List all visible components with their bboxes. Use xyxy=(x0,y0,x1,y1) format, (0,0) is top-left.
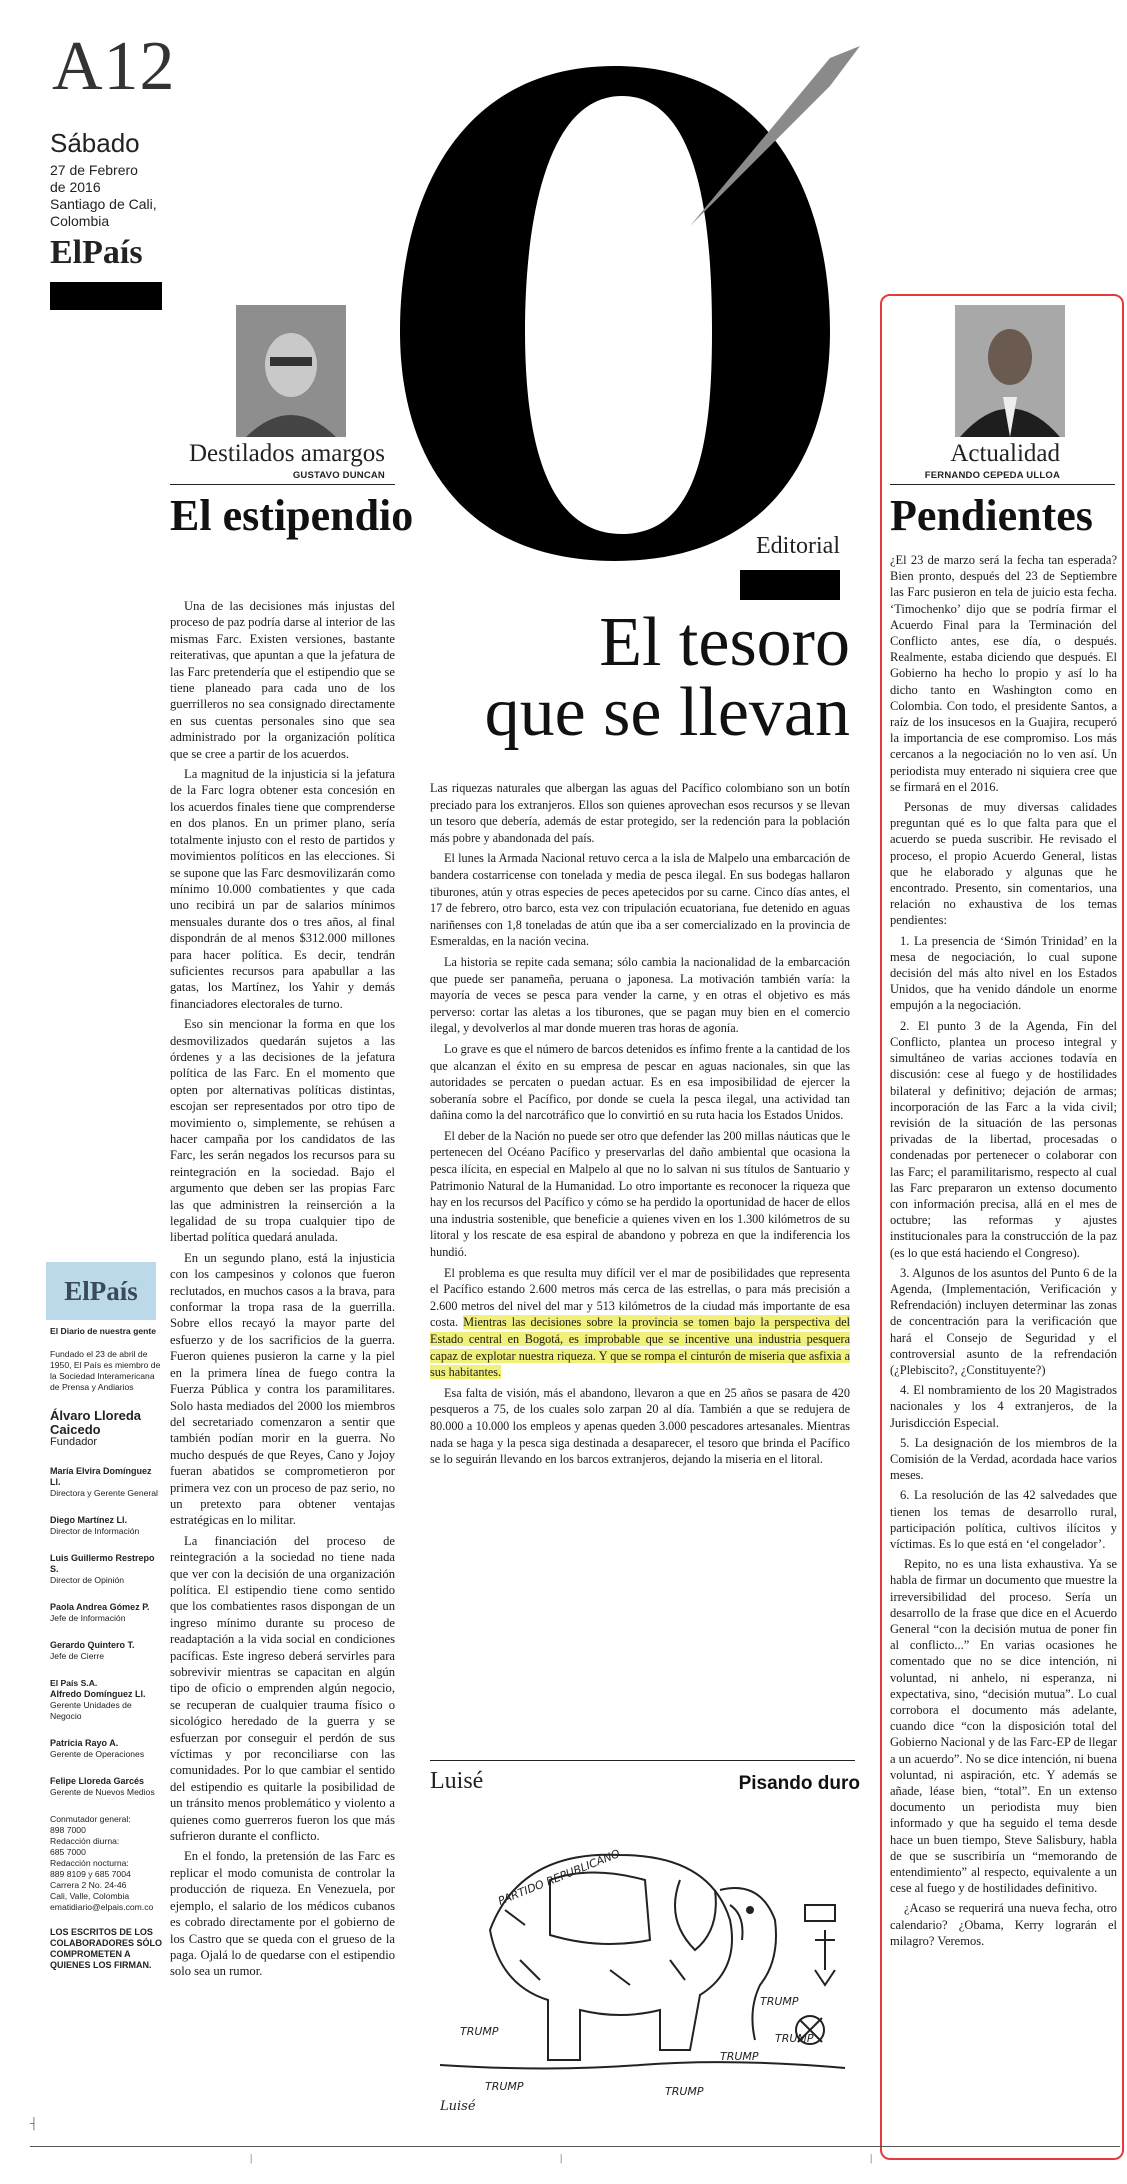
divider xyxy=(170,484,395,485)
disclaimer-notice: LOS ESCRITOS DE LOS COLABORADORES SÓLO COMPROMETEN A QUIENES LOS FIRMAN. xyxy=(50,1927,163,1970)
date-line: 27 de Febrero xyxy=(50,162,138,178)
staff-role: Gerente de Operaciones xyxy=(50,1749,145,1759)
staff-entry xyxy=(50,1515,162,1537)
staff-name: Gerardo Quintero T. xyxy=(50,1640,135,1650)
article-headline: Pendientes xyxy=(890,491,1093,540)
staff-entry xyxy=(50,1738,162,1760)
paragraph: En el fondo, la pretensión de las Farc es replicar el modo comunista de controlar la producción de riqueza. En Venezuela, por ejemplo, el salario de los médicos cubanos es cobrado directamente por el gobierno de los Castro que se queda con el grueso de la paga. Ojalá lo de quedarse con el estipendio solo sea un rumor. xyxy=(170,1849,395,1979)
section-bar xyxy=(50,282,162,310)
crop-mark: | xyxy=(870,2152,873,2164)
staff-role: Director de Opinión xyxy=(50,1575,125,1585)
list-item: 1. La presencia de ‘Simón Trinidad’ en la mesa de negociación, lo cual supone decisión del más alto nivel en los Estados Unidos, que ha venido dándole un enorme empujón a la negociación. xyxy=(890,933,1117,1013)
cartoon-label: TRUMP xyxy=(760,1995,799,2008)
date-line: Santiago de Cali, xyxy=(50,196,157,212)
contact-block xyxy=(50,1814,162,1913)
paragraph: La magnitud de la injusticia si la jefatura de la Farc logra obtener esta concesión en los acuerdos finales tiene que comprenderse en dos planos. En un primer plano, sería totalmente injusto con el resto de partidos y movimientos políticos en las elecciones. Si se supone que las Farc desmovilizarán como mínimo 10.000 combatientes y que cada uno recibirá un par de salarios mínimos mensuales durante dos o tres años, al final dispondrán de al menos $312.000 millones para hacer política. Es decir, tendrán suficientes recursos para apabullar a las gatas, los Martínez, los Yahir y demás financiadores electorales de turno. xyxy=(170,767,395,1011)
masthead-tagline: El Diario de nuestra gente xyxy=(50,1326,157,1336)
company-name: El País S.A. xyxy=(50,1678,98,1688)
author-byline: FERNANDO CEPEDA ULLOA xyxy=(924,470,1060,481)
list-item: 3. Algunos de los asuntos del Punto 6 de la Agenda, (Implementación, Verificación y Refrendación) incluyen determinar las zonas de concentración para la verificación que hará el Consejo de Seguridad y el controversial asunto de la refrendación (¿Plebiscito?, ¿Constituyente?) xyxy=(890,1265,1117,1377)
crop-mark: ┤ xyxy=(30,2118,38,2130)
opinion-o-graphic xyxy=(360,46,880,566)
paragraph: La historia se repite cada semana; sólo cambia la nacionalidad de la embarcación que puede ser panameña, peruana o japonesa. La motivación también varía: la mayoría de veces se pesca para vender la carne, y en otras el objetivo es más perverso: cortar las aletas a los tiburones, que se pagan muy bien en el comercio ilegal, y devolverlos al mar donde mueren tras horas de agonía. xyxy=(430,954,850,1036)
cartoon-label: TRUMP xyxy=(775,2032,814,2045)
contact-line: Conmutador general: xyxy=(50,1814,131,1824)
list-item: 6. La resolución de las 42 salvedades que tienen los temas de desarrollo rural, participación política, cultivos ilícitos y víctimas. Es lo que está en ‘el congelador’. xyxy=(890,1488,1117,1551)
contact-line: 685 7000 xyxy=(50,1847,86,1857)
brand-logo: ElPaís xyxy=(50,234,143,271)
date-block xyxy=(50,162,190,230)
list-item: 2. El punto 3 de la Agenda, Fin del Conflicto, plantea un proceso integral y simultáneo de varias acciones todavía en discusión: cese al fuego y de hostilidades bilateral y definitivo; dejación de armas; incorporación de las Farc a la vida civil; revisión de la situación de las personas privadas de la libertad, procesadas o condenadas por pertenecer o colaborar con las Farc; el paramilitarismo, respecto al cual las Farc prepararon un extenso documento con información precisa, allá en el mes de octubre; las reformas y ajustes institucionales para la construcción de la paz (es lo que está haciendo el Congreso). xyxy=(890,1018,1117,1260)
paragraph: ¿Acaso se requerirá una nueva fecha, otro calendario? ¿Obama, Kerry lograrán el milagro? Veremos. xyxy=(890,1901,1117,1948)
paragraph: Lo grave es que el número de barcos detenidos es ínfimo frente a la cantidad de los que alcanzan el éxito en su empresa de pescar en aguas nacionales, sin que las autoridades se percaten o puedan actuar. Es en esa imposibilidad de ejercer la soberanía sobre el Pacífico, por donde se cuela la pesca ilegal, una actividad tan dañina como la del narcotráfico que lo convirtió en su ruta hacia los Estados Unidos. xyxy=(430,1041,850,1123)
cartoon-label: TRUMP xyxy=(665,2085,704,2098)
founder-role: Fundador xyxy=(50,1436,98,1448)
staff-role: Gerente Unidades de Negocio xyxy=(50,1700,132,1721)
list-item: 4. El nombramiento de los 20 Magistrados nacionales y los 4 extranjeros, de la Jurisdicción Especial. xyxy=(890,1383,1117,1430)
cartoonist-name: Luisé xyxy=(430,1768,484,1794)
contact-line: Carrera 2 No. 24-46 xyxy=(50,1880,127,1890)
page-number: A12 xyxy=(52,28,176,105)
paragraph xyxy=(430,1265,850,1381)
paragraph: El deber de la Nación no puede ser otro que defender las 200 millas náuticas que le pertenecen del Océano Pacífico y preservarlas del daño ambiental que ocasiona la pesca ilícita, en especial en Malpelo al que no lo salvan ni sus títulos de Santuario y Patrimonio Natural de la Humanidad. Lo otro importante es reconocer la riqueza que hay en los recursos del Pacífico y cómo se ha perdido la oportunidad de hacer de ellos una industria sostenible, que beneficie a quienes viven en los 1.300 kilómetros de su litoral y los rescate de esa espiral de abandono y pobreza en que la indiferencia los hundió. xyxy=(430,1128,850,1260)
staff-entry xyxy=(50,1602,162,1624)
staff-role: Director de Información xyxy=(50,1526,140,1536)
contact-line: 889 8109 y 685 7004 xyxy=(50,1869,131,1879)
staff-name: Diego Martínez Ll. xyxy=(50,1515,128,1525)
paragraph: La financiación del proceso de reintegración a la sociedad no tiene nada que ver con la decisión de una organización política. El estipendio tiene como sentido que los combatientes rasos dispongan de un ingreso mínimo durante su proceso de readaptación a la vida social en condiciones pacíficas. Este ingreso deberá servirles para sobrevivir mientras se capacitan en algún tipo de oficio o emprenden algún negocio, se recuperan de cualquier trauma físico o sicológico heredado de la guerra y se esfuerzan por conseguir el perdón de sus víctimas y por reconciliarse con las comunidades. Por lo que cambiar el sentido del estipendio es quitarle la posibilidad de un tránsito menos problemático y violento a quienes como guerreros fueron los que más sufrieron durante el conflicto. xyxy=(170,1533,395,1844)
contact-line: 898 7000 xyxy=(50,1825,86,1835)
divider xyxy=(430,1760,855,1761)
list-item: 5. La designación de los miembros de la Comisión de la Verdad, acordada hace varios meses. xyxy=(890,1435,1117,1483)
staff-role: Gerente de Nuevos Medios xyxy=(50,1787,155,1797)
editorial-lead: Las riquezas naturales que albergan las aguas del Pacífico colombiano son un botín preciado para los extranjeros. Ellos son quienes aprovechan esos recursos y se llevan un tesoro que debería, además de estar protegido, ser la redención para la población más pobre y abandonada del país. xyxy=(430,781,850,845)
paragraph: ¿El 23 de marzo será la fecha tan esperada? Bien pronto, después del 23 de Septiembre las Farc pusieron en tela de juicio esta fecha. ‘Timochenko’ dijo que se podría firmar el Acuerdo Final para la Terminación del Conflicto antes, ese día, o después. Realmente, estaba diciendo que después. El Gobierno ha hecho lo propio y así lo ha dicho tanto en Washington como en Colombia. Con todo, el presidente Santos, a raíz de los insucesos en la Guajira, recuperó la importancia de ese compromiso. Los más cercanos a la negociación no lo ven así. Un periodista muy enterado ni siquiera cree que se firmará en el 2016. xyxy=(890,553,1117,794)
paragraph: Repito, no es una lista exhaustiva. Ya se habla de firmar un documento que muestre la irreversibilidad del proceso. Sería un desarrollo de la frase que dice en el Acuerdo General “con la decisión mutua de poner fin al conflicto...” En varias ocasiones he comentado que no se dice intención, ni voluntad, ni anhelo, ni esperanza, ni expectativa, sino, “decisión mutua”. Lo cual corrobora el documento más adelante, cuando dice “con la disposición total del Gobierno Nacional y de las Farc-EP de llegar a un acuerdo”. No se dice intención, ni buena voluntad, ni aspiración, etc. Y además se añade, léase bien, “total”. En un extenso documento un periodista muy bien informado y que ha seguido el tema desde hace un buen tiempo, Steve Salisbury, habla de que se suscribiría un “memorando de entendimiento” al respecto, equivalente a un cese al fuego y de hostilidades definitivo. xyxy=(890,1557,1117,1896)
crop-mark: | xyxy=(560,2152,563,2164)
staff-role: Jefe de Información xyxy=(50,1613,126,1623)
page-bottom-rule xyxy=(30,2146,1120,2147)
contact-line: Cali, Valle, Colombia xyxy=(50,1891,130,1901)
staff-entry xyxy=(50,1553,162,1586)
masthead-logo: ElPaís xyxy=(46,1262,156,1320)
staff-name: Felipe Lloreda Garcés xyxy=(50,1776,145,1786)
staff-name: María Elvira Domínguez Ll. xyxy=(50,1466,152,1487)
day-name: Sábado xyxy=(50,128,140,158)
paragraph: El lunes la Armada Nacional retuvo cerca a la isla de Malpelo una embarcación de bandera costarricense con tonelada y media de pesca ilegal. En sus bodegas hallaron tiburones, atún y otras especies de peces apetecidos por su carne. Cinco días antes, el 17 de febrero, otro barco, esta vez con tripulación ecuatoriana, fue detenido en aguas nariñenses con 1,8 toneladas de atún que iba a ser comercializado en la provincia de Esmeraldas, en la nación vecina. xyxy=(430,851,850,949)
crop-mark: | xyxy=(250,2152,253,2164)
staff-role: Jefe de Cierre xyxy=(50,1651,104,1661)
column-kicker: Destilados amargos xyxy=(188,440,385,467)
cartoon-signature: Luisé xyxy=(440,2099,476,2114)
article-body xyxy=(170,598,395,1984)
editorial-bar xyxy=(740,570,840,600)
staff-role: Directora y Gerente General xyxy=(50,1488,158,1498)
article-headline: El estipendio xyxy=(170,491,414,540)
staff-entry xyxy=(50,1776,162,1798)
paragraph-text: El problema es que resulta muy difícil ver el mar de posibilidades que representa el Pacífico estando 2.600 metros más cerca de las estrellas, o para más precisión a 2.600 metros del nivel del mar y 513 kilómetros de la ciudad más importante de esa costa. xyxy=(430,1265,850,1330)
staff-name: Paola Andrea Gómez P. xyxy=(50,1602,150,1612)
paragraph: Personas de muy diversas calidades preguntan qué es lo que falta para que el acuerdo se pueda suscribir. He revisado el proceso, el propio Acuerdo General, listas que he elaborado y algunas que he encontrado. Presento, sin comentarios, una relación no exhaustiva de los temas pendientes: xyxy=(890,800,1117,928)
highlighted-text: Mientras las decisiones sobre la provincia se tomen bajo la perspectiva del Estado central en Bogotá, es improbable que se incentive una industria pesquera capaz de explotar nuestra riqueza. Y que se rompa el cinturón de miseria que asfixia a sus habitantes. xyxy=(430,1315,850,1380)
founder-name: Álvaro Lloreda Caicedo xyxy=(50,1408,142,1437)
masthead-founded: Fundado el 23 de abril de 1950, El País es miembro de la Sociedad Interamericana de Prensa y Andiarios xyxy=(50,1349,161,1392)
staff-name: Alfredo Domínguez Ll. xyxy=(50,1689,146,1699)
date-line: de 2016 xyxy=(50,179,101,195)
author-photo-duncan xyxy=(236,305,346,437)
editorial-title xyxy=(430,604,850,751)
cartoon-label: PARTIDO REPUBLICANO xyxy=(496,1846,622,1908)
contact-email: ematidiario@elpais.com.co xyxy=(50,1902,154,1912)
column-kicker: Actualidad xyxy=(950,440,1060,467)
editorial-label: Editorial xyxy=(756,533,840,559)
paragraph: En un segundo plano, está la injusticia con los campesinos y colonos que fueron reclutados, en muchos casos a la brava, para conformar la tropa rasa de la guerrilla. Sobre ellos recayó la mayor parte del esfuerzo y de los sacrificios de la guerra. Fueron quienes pusieron la carne y la piel en la primera línea de fuego contra la Fuerza Pública y contra los paramilitares. Solo hasta mediados del 2000 los miembros del secretariado comenzaron a sentir que también podían morir en la guerra. No mucho después de que Reyes, Cano y Jojoy fueran abatidos se comprometieron por primera vez con un proceso de paz serio, no un pretexto para obtener ventajas estratégicas en lo militar. xyxy=(170,1250,395,1528)
staff-name: Patricia Rayo A. xyxy=(50,1738,119,1748)
paragraph: Eso sin mencionar la forma en que los desmovilizados quedarán sujetos a las órdenes y a las decisiones de la jefatura política de las Farc. En el momento que opten por alternativas políticas distintas, escojan ser representados por otro tipo de movimiento o, simplemente, se rehúsen a hacer campaña por los candidatos de las Farc, les serán negados los recursos para su reintegración en la sociedad. Bajo el argumento que deben ser las propias Farc las que administren la reinserción a la legalidad de su tropa cualquier tipo de libertad política quedará anulada. xyxy=(170,1017,395,1245)
staff-name: Luis Guillermo Restrepo S. xyxy=(50,1553,155,1574)
contact-line: Redacción nocturna: xyxy=(50,1858,129,1868)
date-line: Colombia xyxy=(50,213,110,229)
paragraph: Una de las decisiones más injustas del proceso de paz podría darse al interior de las mismas Farc. Existen versiones, bastante reiterativas, que apuntan a que la jefatura de las Farc pretendería que el estipendio que se tiene planeado para cada uno de los guerrilleros no sea consignado directamente en sus cuentas personales sino que sea administrado por la organización política que se cree a partir de los acuerdos. xyxy=(170,599,395,761)
cartoon-label: TRUMP xyxy=(485,2080,524,2093)
cartoon-label: TRUMP xyxy=(720,2050,759,2063)
staff-entry xyxy=(50,1466,162,1499)
masthead xyxy=(50,1326,162,1971)
staff-entry xyxy=(50,1689,162,1722)
selection-frame xyxy=(880,294,1124,2160)
author-byline: GUSTAVO DUNCAN xyxy=(292,470,385,481)
editorial-title-line: que se llevan xyxy=(484,674,850,751)
cartoon-label: TRUMP xyxy=(460,2025,499,2038)
editorial-title-line: El tesoro xyxy=(599,604,850,681)
cartoon-illustration xyxy=(430,1810,855,2120)
staff-entry xyxy=(50,1640,162,1662)
contact-line: Redacción diurna: xyxy=(50,1836,120,1846)
cartoon-title: Pisando duro xyxy=(738,1773,860,1794)
editorial-body xyxy=(430,780,850,1472)
paragraph: Esa falta de visión, más el abandono, llevaron a que en 25 años se pasara de 420 pesqueros a 75, de los cuales solo zarpan 20 al día. También a que se redujera de 80.000 a 10.000 los empleos y apenas queden 3.000 pescadores artesanales. Mientras nada se haga y la pesca siga destinada a desaparecer, el tesoro que brinda el Pacífico se lo seguirán llevando en los barcos extranjeros, dejando la miseria en el litoral. xyxy=(430,1385,850,1467)
